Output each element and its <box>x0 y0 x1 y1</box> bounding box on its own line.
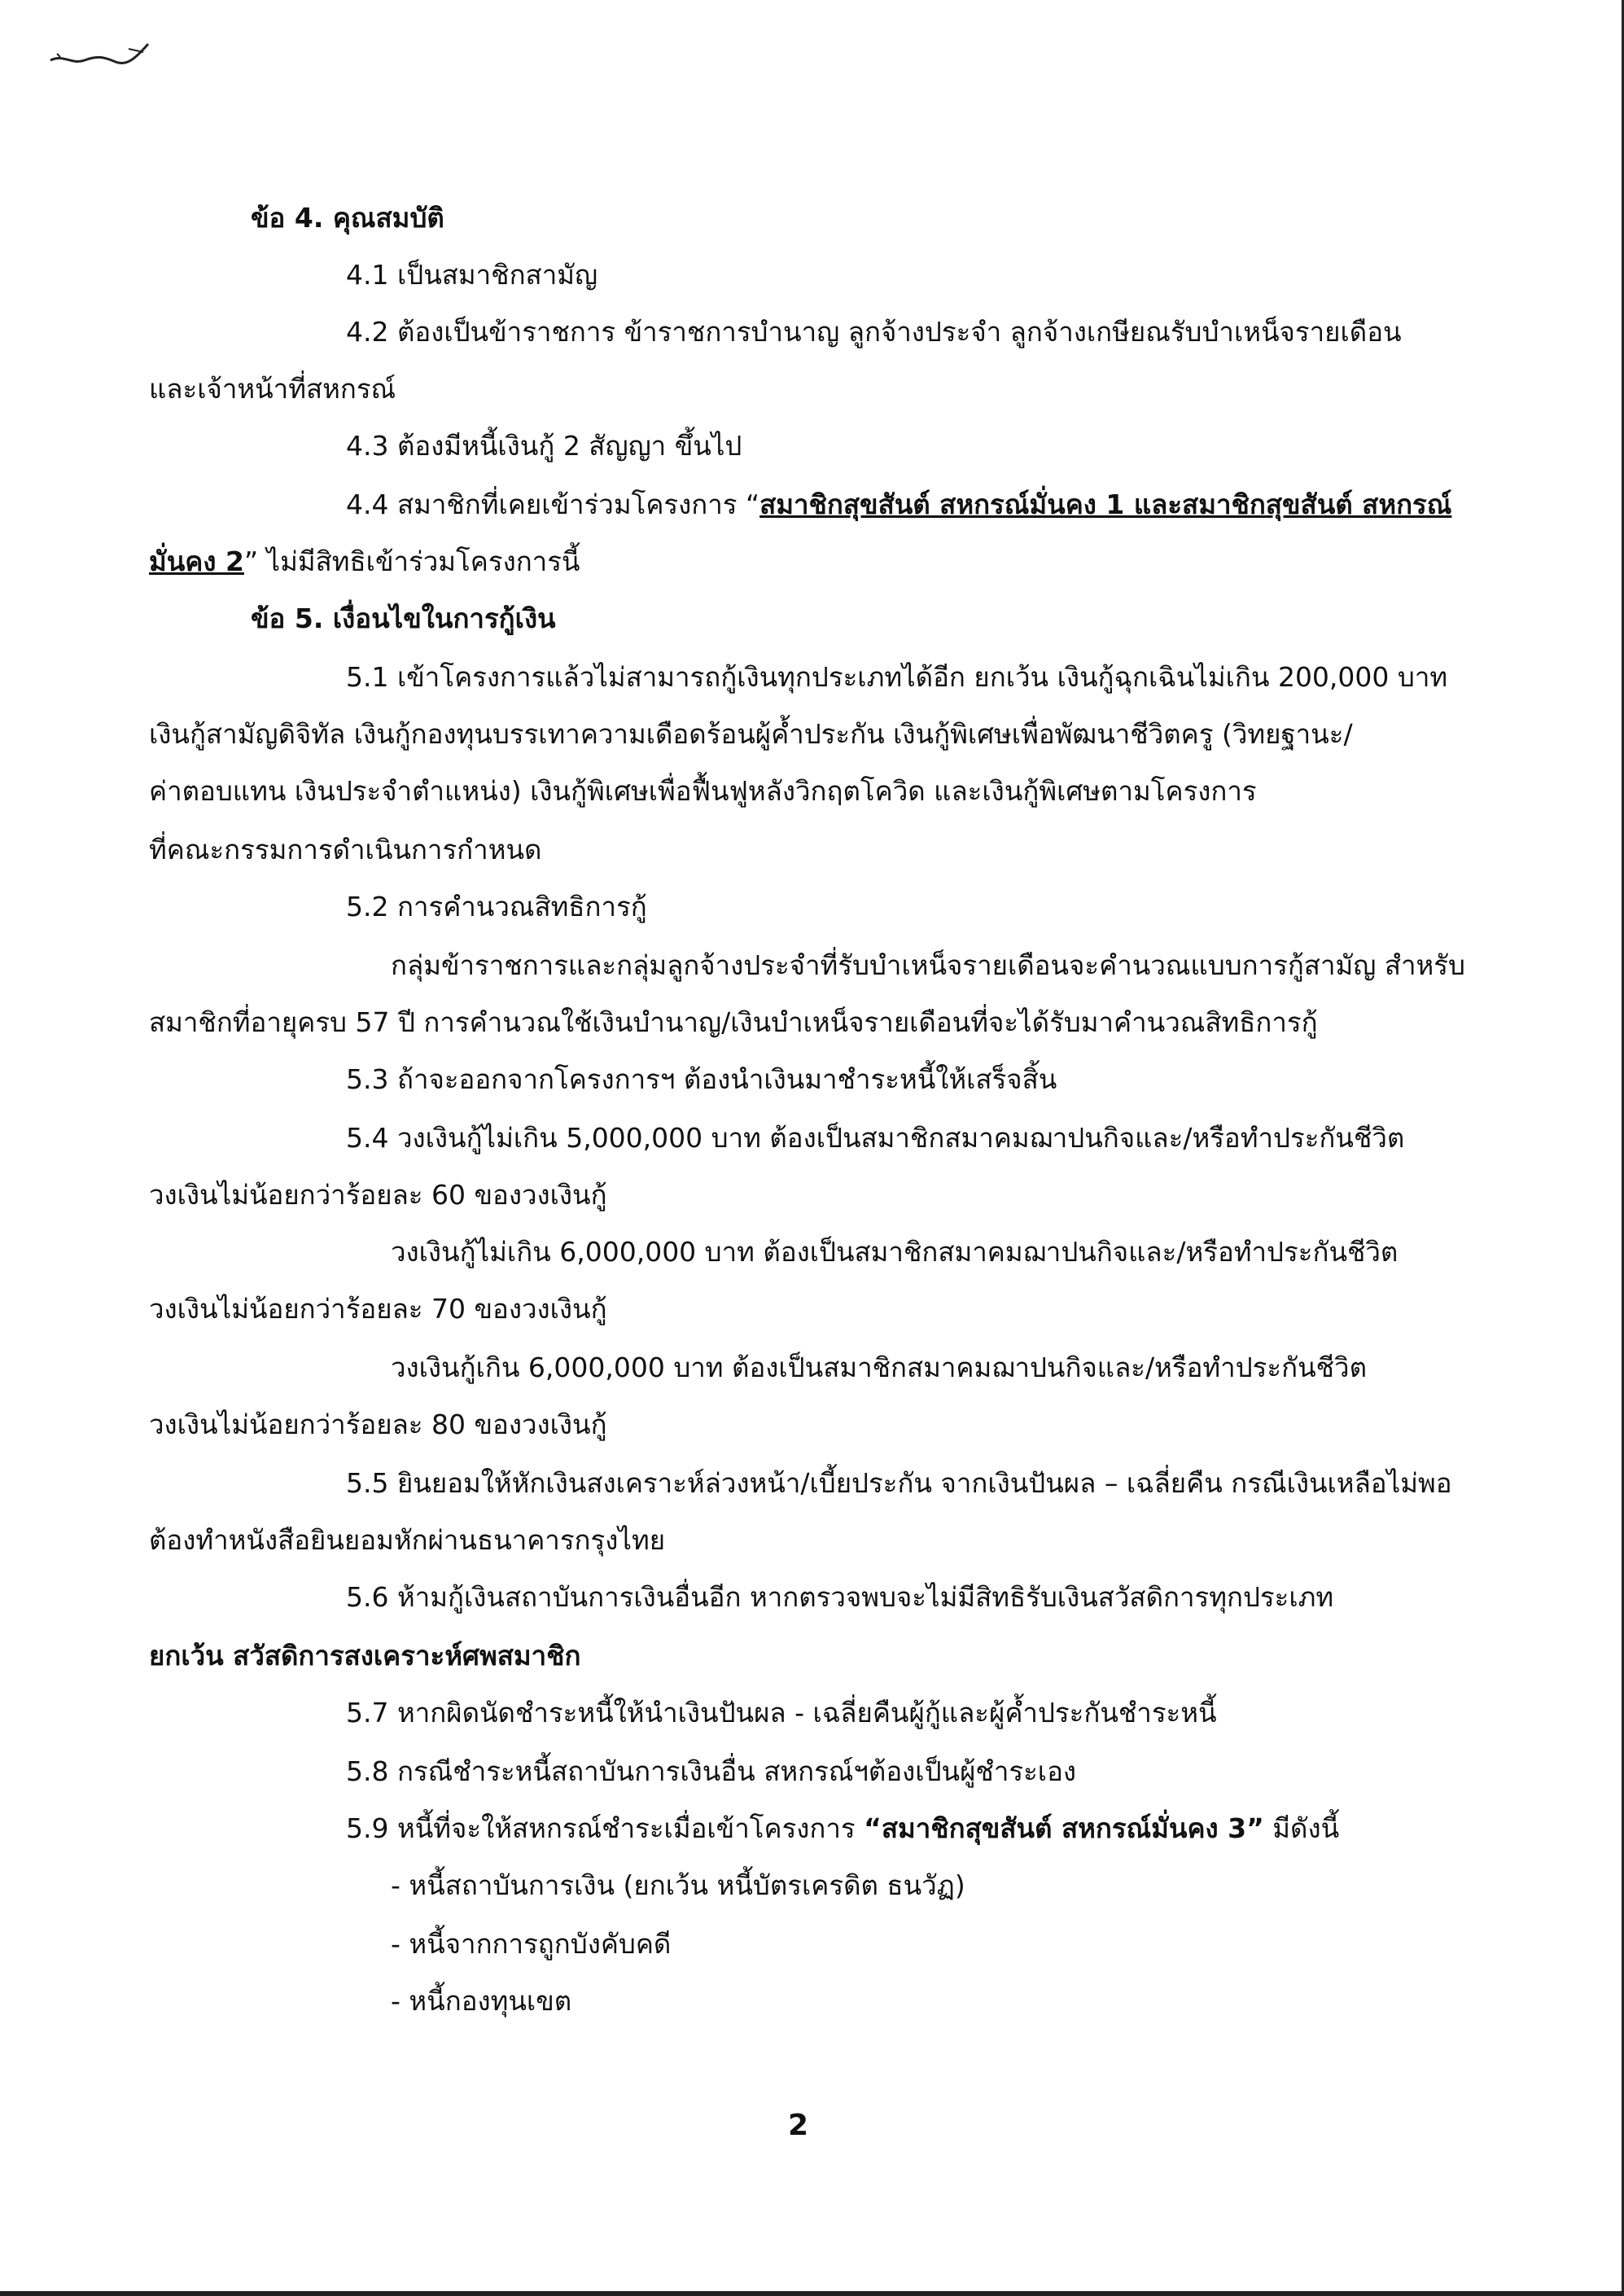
item-5-4-b-line-2: วงเงินไม่น้อยกว่าร้อยละ 70 ของวงเงินกู้ <box>149 1293 607 1325</box>
item-5-6-line-1: 5.6 ห้ามกู้เงินสถาบันการเงินอื่นอีก หากตรวจพบจะไม่มีสิทธิรับเงินสวัสดิการทุกประเภท <box>346 1581 1334 1613</box>
item-5-4-b-line-1: วงเงินกู้ไม่เกิน 6,000,000 บาท ต้องเป็นสมาชิกสมาคมฌาปนกิจและ/หรือทำประกันชีวิต <box>391 1236 1399 1268</box>
item-5-9-suffix: มีดังนี้ <box>1263 1812 1340 1844</box>
item-5-1-line-1: 5.1 เข้าโครงการแล้วไม่สามารถกู้เงินทุกประเภทได้อีก ยกเว้น เงินกู้ฉุกเฉินไม่เกิน 200,000 บาท <box>346 661 1448 693</box>
debt-item: - หนี้สถาบันการเงิน (ยกเว้น หนี้บัตรเครดิต ธนวัฏ) <box>391 1869 965 1901</box>
item-4-4-project-a: สมาชิกสุขสันต์ สหกรณ์มั่นคง 1 และสมาชิกสุขสันต์ สหกรณ์ <box>759 489 1452 520</box>
item-5-7: 5.7 หากผิดนัดชำระหนี้ให้นำเงินปันผล - เฉลี่ยคืนผู้กู้และผู้ค้ำประกันชำระหนี้ <box>346 1697 1217 1729</box>
item-5-5-line-1: 5.5 ยินยอมให้หักเงินสงเคราะห์ล่วงหน้า/เบี้ยประกัน จากเงินปันผล – เฉลี่ยคืน กรณีเงินเหลือไม่พอ <box>346 1467 1452 1499</box>
item-4-3: 4.3 ต้องมีหนี้เงินกู้ 2 สัญญา ขึ้นไป <box>346 430 742 462</box>
item-5-9 <box>346 1811 1339 1847</box>
item-5-2-line-2: สมาชิกที่อายุครบ 57 ปี การคำนวณใช้เงินบำนาญ/เงินบำเหน็จรายเดือนที่จะได้รับมาคำนวณสิทธิการกู้ <box>149 1006 1318 1038</box>
item-5-1-line-3: ค่าตอบแทน เงินประจำตำแหน่ง) เงินกู้พิเศษเพื่อฟื้นฟูหลังวิกฤตโควิด และเงินกู้พิเศษตามโครงการ <box>149 775 1257 807</box>
handwritten-mark <box>47 33 153 73</box>
debt-item: - หนี้กองทุนเขต <box>391 1985 572 2017</box>
item-5-9-prefix: 5.9 หนี้ที่จะให้สหกรณ์ชำระเมื่อเข้าโครงการ <box>346 1812 865 1844</box>
scan-border-bottom <box>0 2291 1624 2296</box>
item-4-4-prefix: 4.4 สมาชิกที่เคยเข้าร่วมโครงการ “ <box>346 489 760 520</box>
item-5-4-a-line-2: วงเงินไม่น้อยกว่าร้อยละ 60 ของวงเงินกู้ <box>149 1179 607 1211</box>
item-5-4-a-line-1: 5.4 วงเงินกู้ไม่เกิน 5,000,000 บาท ต้องเป็นสมาชิกสมาคมฌาปนกิจและ/หรือทำประกันชีวิต <box>346 1122 1405 1154</box>
page-number: 2 <box>788 2109 809 2142</box>
item-5-5-line-2: ต้องทำหนังสือยินยอมหักผ่านธนาคารกรุงไทย <box>149 1524 666 1556</box>
item-5-1-line-2: เงินกู้สามัญดิจิทัล เงินกู้กองทุนบรรเทาความเดือดร้อนผู้ค้ำประกัน เงินกู้พิเศษเพื่อพัฒนาชีวิตครู (วิทยฐานะ/ <box>149 718 1353 750</box>
item-5-4-c-line-1: วงเงินกู้เกิน 6,000,000 บาท ต้องเป็นสมาชิกสมาคมฌาปนกิจและ/หรือทำประกันชีวิต <box>391 1352 1368 1383</box>
item-4-1: 4.1 เป็นสมาชิกสามัญ <box>346 259 598 291</box>
item-5-2-line-1: กลุ่มข้าราชการและกลุ่มลูกจ้างประจำที่รับบำเหน็จรายเดือนจะคำนวณแบบการกู้สามัญ สำหรับ <box>391 949 1465 981</box>
section-5-heading: ข้อ 5. เงื่อนไขในการกู้เงิน <box>251 602 556 634</box>
section-4-heading: ข้อ 4. คุณสมบัติ <box>251 202 444 234</box>
item-5-8: 5.8 กรณีชำระหนี้สถาบันการเงินอื่น สหกรณ์ฯต้องเป็นผู้ชำระเอง <box>346 1755 1077 1787</box>
item-5-6-line-2: ยกเว้น สวัสดิการสงเคราะห์ศพสมาชิก <box>149 1640 581 1672</box>
debt-item: - หนี้จากการถูกบังคับคดี <box>391 1928 672 1960</box>
item-5-4-c-line-2: วงเงินไม่น้อยกว่าร้อยละ 80 ของวงเงินกู้ <box>149 1409 607 1440</box>
item-4-4-suffix: ” ไม่มีสิทธิเข้าร่วมโครงการนี้ <box>243 546 580 577</box>
item-4-2-line-1: 4.2 ต้องเป็นข้าราชการ ข้าราชการบำนาญ ลูกจ้างประจำ ลูกจ้างเกษียณรับบำเหน็จรายเดือน <box>346 316 1402 348</box>
item-4-4-line-1 <box>346 487 1451 523</box>
item-5-3: 5.3 ถ้าจะออกจากโครงการฯ ต้องนำเงินมาชำระหนี้ให้เสร็จสิ้น <box>346 1063 1057 1095</box>
item-5-2: 5.2 การคำนวณสิทธิการกู้ <box>346 891 647 922</box>
item-5-1-line-4: ที่คณะกรรมการดำเนินการกำหนด <box>149 834 542 865</box>
item-5-9-project: “สมาชิกสุขสันต์ สหกรณ์มั่นคง 3” <box>864 1812 1264 1844</box>
item-4-4-project-b: มั่นคง 2 <box>149 546 244 577</box>
item-4-4-line-2 <box>149 544 580 580</box>
item-4-2-line-2: และเจ้าหน้าที่สหกรณ์ <box>149 373 396 405</box>
